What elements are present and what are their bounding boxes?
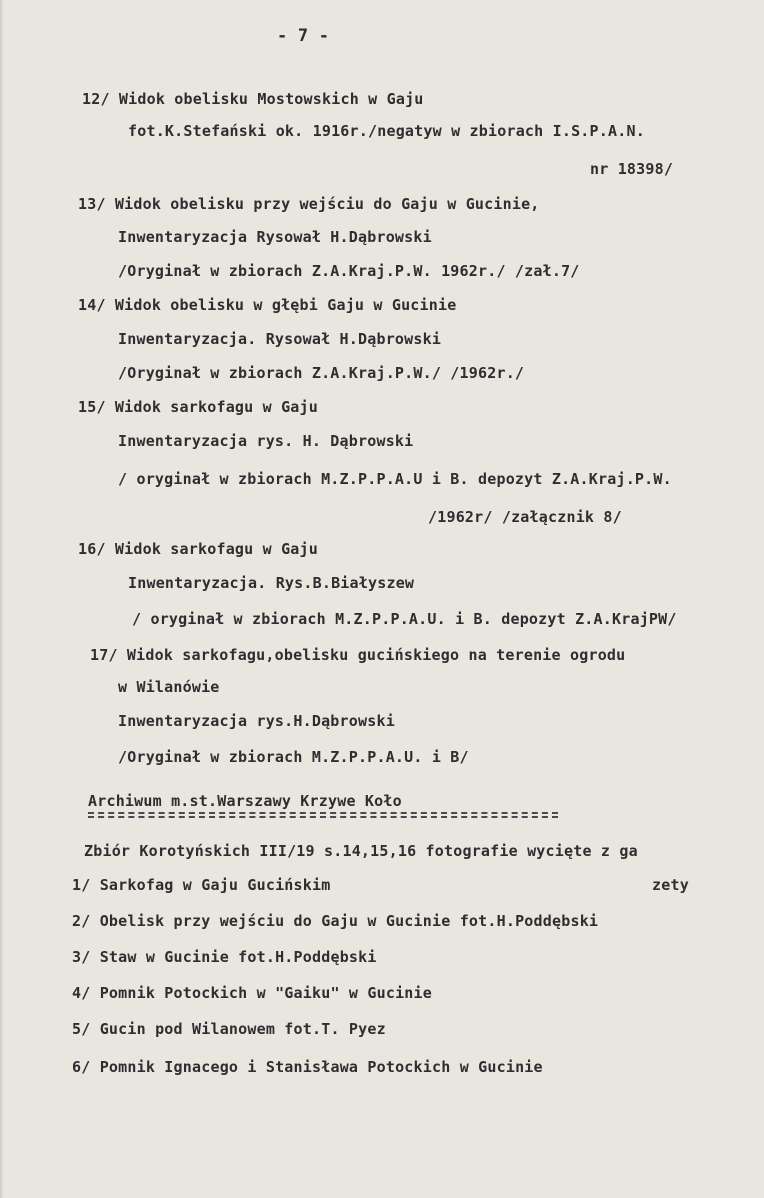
entry-15-source: / oryginał w zbiorach M.Z.P.P.A.U i B. depozyt Z.A.Kraj.P.W. xyxy=(118,470,672,488)
entry-17-title-cont: w Wilanówie xyxy=(118,678,220,696)
entry-14-author: Inwentaryzacja. Rysował H.Dąbrowski xyxy=(118,330,442,348)
archive-heading: Archiwum m.st.Warszawy Krzywe Koło xyxy=(88,792,402,810)
entry-15-author: Inwentaryzacja rys. H. Dąbrowski xyxy=(118,432,414,450)
photo-item-2: 2/ Obelisk przy wejściu do Gaju w Gucinie fot.H.Poddębski xyxy=(72,912,599,930)
entry-16-author: Inwentaryzacja. Rys.B.Białyszew xyxy=(128,574,415,592)
entry-17-source: /Oryginał w zbiorach M.Z.P.P.A.U. i B/ xyxy=(118,748,469,766)
photo-item-3: 3/ Staw w Gucinie fot.H.Poddębski xyxy=(72,948,377,966)
photo-item-1: 1/ Sarkofag w Gaju Gucińskim xyxy=(72,876,331,894)
entry-14-title: 14/ Widok obelisku w głębi Gaju w Gucinie xyxy=(78,296,457,314)
page-number: - 7 - xyxy=(277,26,330,46)
collection-heading-cont: zety xyxy=(652,876,689,894)
entry-13-author: Inwentaryzacja Rysował H.Dąbrowski xyxy=(118,228,432,246)
entry-13-source: /Oryginał w zbiorach Z.A.Kraj.P.W. 1962r./ /zał.7/ xyxy=(118,262,580,280)
photo-item-6: 6/ Pomnik Ignacego i Stanisława Potockich w Gucinie xyxy=(72,1058,543,1076)
entry-12-title: 12/ Widok obelisku Mostowskich w Gaju xyxy=(82,90,424,108)
entry-15-title: 15/ Widok sarkofagu w Gaju xyxy=(78,398,318,416)
entry-17-author: Inwentaryzacja rys.H.Dąbrowski xyxy=(118,712,395,730)
photo-item-4: 4/ Pomnik Potockich w "Gaiku" w Gucinie xyxy=(72,984,432,1002)
heading-underline xyxy=(88,812,558,818)
page-edge-shadow xyxy=(0,0,4,1198)
collection-heading: Zbiór Korotyńskich III/19 s.14,15,16 fotografie wycięte z ga xyxy=(84,842,638,860)
entry-17-title: 17/ Widok sarkofagu,obelisku gucińskiego na terenie ogrodu xyxy=(90,646,626,664)
entry-16-title: 16/ Widok sarkofagu w Gaju xyxy=(78,540,318,558)
entry-14-source: /Oryginał w zbiorach Z.A.Kraj.P.W./ /1962r./ xyxy=(118,364,525,382)
photo-item-5: 5/ Gucin pod Wilanowem fot.T. Pyez xyxy=(72,1020,386,1038)
entry-13-title: 13/ Widok obelisku przy wejściu do Gaju w Gucinie, xyxy=(78,195,540,213)
entry-12-source: fot.K.Stefański ok. 1916r./negatyw w zbiorach I.S.P.A.N. xyxy=(128,122,645,140)
entry-16-source: / oryginał w zbiorach M.Z.P.P.A.U. i B. depozyt Z.A.KrajPW/ xyxy=(132,610,677,628)
entry-15-note: /1962r/ /załącznik 8/ xyxy=(428,508,622,526)
entry-12-number: nr 18398/ xyxy=(590,160,674,178)
